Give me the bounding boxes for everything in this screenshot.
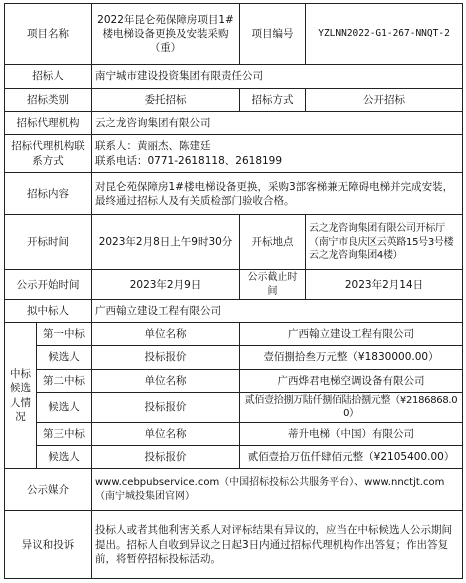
agency-contact-label: 招标代理机构联系方式 — [5, 135, 92, 173]
agency-label: 招标代理机构 — [5, 111, 92, 134]
contact-person: 联系人：黄丽杰、陈建廷 — [95, 140, 211, 153]
media-label: 公示媒介 — [5, 469, 92, 511]
agency-value: 云之龙咨询集团有限公司 — [92, 111, 463, 134]
project-name-label: 项目名称 — [5, 4, 92, 65]
row-category — [5, 88, 463, 111]
media-value: www.cebpubservice.com（中国招标投标公共服务平台）、www.nnctjt.com（南宁城投集团官网） — [92, 469, 463, 511]
row-candidate-1-unit — [5, 323, 463, 346]
row-candidate-2-unit — [5, 369, 463, 392]
candidate-3-price-value: 贰佰壹拾万伍仟肆佰元整（¥2105400.00） — [240, 445, 463, 468]
candidate-2-price-label: 投标报价 — [92, 392, 240, 422]
opening-place-label: 开标地点 — [240, 215, 306, 270]
opening-time-value: 2023年2月8日上午9时30分 — [92, 215, 240, 270]
opening-time-label: 开标时间 — [5, 215, 92, 270]
candidate-3-rank-bottom: 候选人 — [37, 445, 92, 468]
candidate-2-rank-top: 第二中标 — [37, 369, 92, 392]
row-publicity — [5, 270, 463, 300]
candidate-1-unit-label: 单位名称 — [92, 323, 240, 346]
candidate-3-unit-label: 单位名称 — [92, 422, 240, 445]
publicity-start-label: 公示开始时间 — [5, 270, 92, 300]
project-name-value: 2022年昆仑苑保障房项目1#楼电梯设备更换及安装采购（重） — [92, 4, 240, 65]
row-agency — [5, 111, 463, 134]
candidate-3-unit-value: 蒂升电梯（中国）有限公司 — [240, 422, 463, 445]
candidate-2-price-value: 贰佰壹拾捌万陆仟捌佰陆拾捌元整（¥2186868.00） — [240, 392, 463, 422]
project-number-value: YZLNN2022-G1-267-NNQT-2 — [306, 4, 463, 65]
row-candidate-3-price — [5, 445, 463, 468]
row-candidate-1-price — [5, 346, 463, 369]
bid-result-table — [4, 3, 463, 579]
row-content — [5, 173, 463, 215]
row-objection — [5, 511, 463, 579]
candidate-3-price-label: 投标报价 — [92, 445, 240, 468]
method-label: 招标方式 — [240, 88, 306, 111]
project-number-label: 项目编号 — [240, 4, 306, 65]
row-agency-contact — [5, 135, 463, 173]
method-value: 公开招标 — [306, 88, 463, 111]
category-label: 招标类别 — [5, 88, 92, 111]
row-project — [5, 4, 463, 65]
proposed-winner-value: 广西翰立建设工程有限公司 — [92, 299, 463, 322]
category-value: 委托招标 — [92, 88, 240, 111]
row-candidate-3-unit — [5, 422, 463, 445]
candidate-1-price-label: 投标报价 — [92, 346, 240, 369]
row-opening — [5, 215, 463, 270]
candidate-1-rank-bottom: 候选人 — [37, 346, 92, 369]
objection-value: 投标人或者其他利害关系人对评标结果有异议的，应当在中标候选人公示期间提出。招标人自收到异议之日起3日内通过招标代理机构作出答复；作出答复前，将暂停招标投标活动。 — [92, 511, 463, 579]
row-media — [5, 469, 463, 511]
row-proposed-winner — [5, 299, 463, 322]
opening-place-value: 云之龙咨询集团有限公司开标厅（南宁市良庆区云英路15号3号楼云之龙咨询集团4楼） — [306, 215, 463, 270]
content-label: 招标内容 — [5, 173, 92, 215]
objection-label: 异议和投诉 — [5, 511, 92, 579]
candidate-2-unit-value: 广西烨君电梯空调设备有限公司 — [240, 369, 463, 392]
proposed-winner-label: 拟中标人 — [5, 299, 92, 322]
contact-phone: 联系电话：0771-2618118、2618199 — [95, 154, 283, 167]
tenderer-label: 招标人 — [5, 65, 92, 88]
candidate-2-unit-label: 单位名称 — [92, 369, 240, 392]
publicity-end-value: 2023年2月14日 — [306, 270, 463, 300]
row-candidate-2-price — [5, 392, 463, 422]
candidate-3-rank-top: 第三中标 — [37, 422, 92, 445]
tenderer-value: 南宁城市建设投资集团有限责任公司 — [92, 65, 463, 88]
content-value: 对昆仑苑保障房1#楼电梯设备更换，采购3部客梯兼无障碍电梯并完成安装，最终通过招标人及有关质检部门验收合格。 — [92, 173, 463, 215]
candidate-1-price-value: 壹佰捌拾叁万元整（¥1830000.00） — [240, 346, 463, 369]
publicity-start-value: 2023年2月9日 — [92, 270, 240, 300]
publicity-end-label: 公示截止时间 — [240, 270, 306, 300]
candidate-1-rank-top: 第一中标 — [37, 323, 92, 346]
candidate-1-unit-value: 广西翰立建设工程有限公司 — [240, 323, 463, 346]
agency-contact-value — [92, 135, 463, 173]
candidates-group-label: 中标候选人情况 — [5, 323, 37, 469]
row-tenderer — [5, 65, 463, 88]
candidate-2-rank-bottom: 候选人 — [37, 392, 92, 422]
